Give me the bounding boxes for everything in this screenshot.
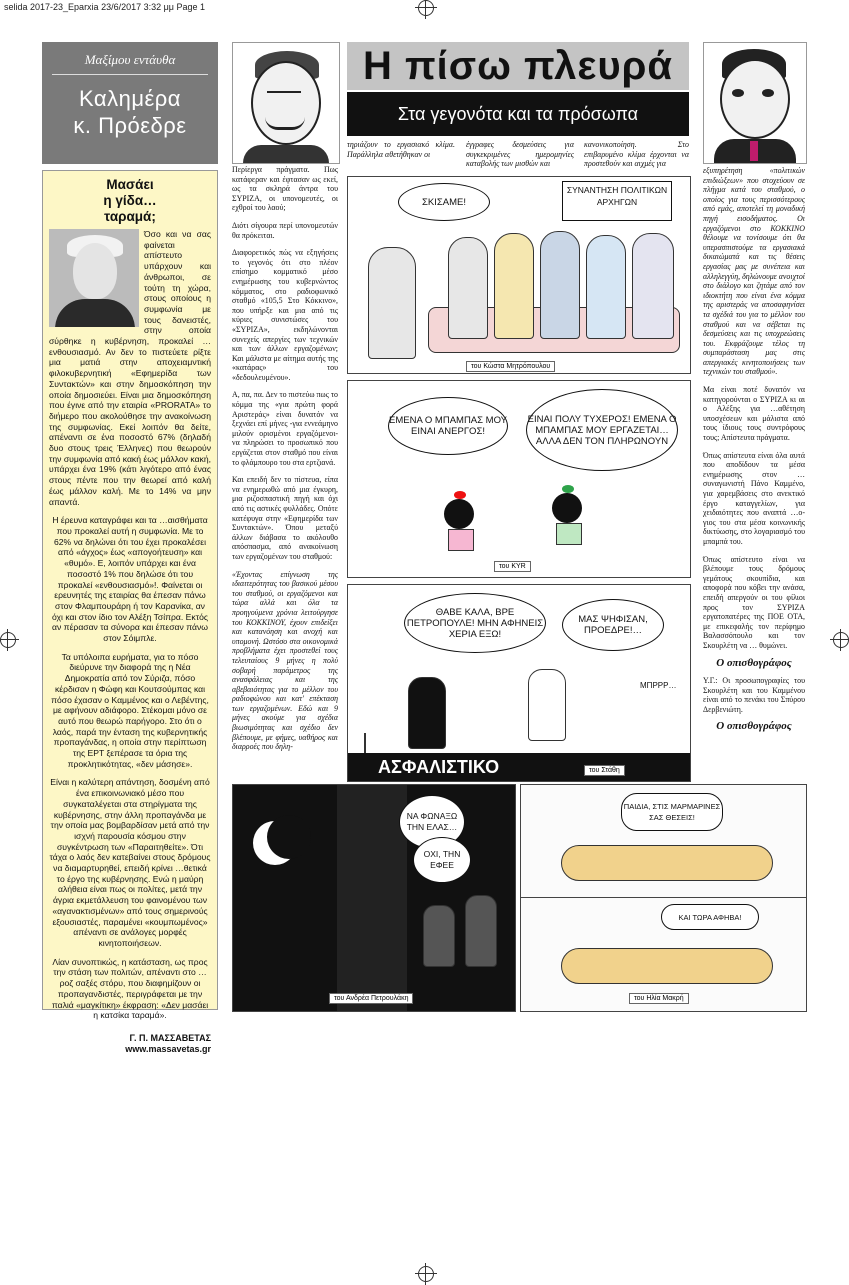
article-lead-a: τηριάζουν το εργασιακό κλίμα. Παράλληλα αθετήθηκαν οι [347,140,455,159]
article-quote: «Έχοντας επίγνωση της ιδιαιτερότητας του βασικού μέσου του σταθμού, οι εργαζόμενοι και τώρα αλλά και όλα τα προηγούμενα χρόνια λειτούργησε του ΚΟΚΚΙΝΟΥ, έχουν επιδείξει και κατανόηση και ανοχή και υπομονή. Ωστόσο στα οικονομικά προβλήματα έχει προστεθεί τους τελευταίους 9 μήνες η πολύ σοβαρή παράμετρος της ανασφάλειας και της αβεβαιότητας για το μέλλον του ραδιοφώνου και κατ' επέκταση των εργαζομένων. Εδώ και 9 μήνες ακούμε για σχέδια βιωσιμότητας και σχέδιο δεν βλέπουμε, με φήμες, υαθήρος και διαρροές που δηλη- [232,569,338,752]
opinion-paragraph: Είναι η καλύτερη απάντηση, δοσμένη από ένα επικοινωνιακό μέσο που συγκαταλέγεται στα στηρίγματα της κυβέρνησης, στην άλλη προπαγάνδα με την οποία μας βομβαρδίσαν μετά από την ισχνή παρουσία κόσμου στην συγκέντρωση των «Παραιτηθείτε». Ότι τάχα ο λαός δεν κατεβαίνει στους δρόμους να διαμαρτυρηθεί, επειδή κρίνει …θετικά το έργο της κυβέρνησης. Ενώ η μαύρη αλήθεια είναι πως οι πολίτες, μετά την άγρια εκμετάλλευση του φαινομένου των «αγανακτισμένων» από τους σημερινούς εξουσιαστές, παραμένει «κουμπωμένος» απέναντι σε ανάλογες μορφές κινητοποιήσεων. [49,777,211,948]
cartoon-stathis [347,584,691,782]
author-signature [49,1033,211,1055]
speech-bubble-right: ΕΙΝΑΙ ΠΟΛΥ ΤΥΧΕΡΟΣ! ΕΜΕΝΑ Ο ΜΠΑΜΠΑΣ ΜΟΥ ΕΡΓΑΖΕΤΑΙ…ΑΛΛΑ ΔΕΝ ΤΟΝ ΠΛΗΡΩΝΟΥΝ [526,389,678,471]
column-title-line2: κ. Πρόεδρε [73,113,187,138]
column-header [42,42,218,164]
registration-mark-right [833,632,849,648]
cartoon-figure [632,233,674,339]
caricature-skourletis [232,42,340,164]
opinion-column [42,170,218,1054]
headline-line3: ταραμά; [104,209,156,224]
speech-bubble-bottom: ΚΑΙ ΤΩΡΑ ΑΦΗΒΑ! [661,904,759,930]
postscript: Υ.Γ.: Οι προσωπογραφίες του Σκουρλέτη και του Καμμένου είναι από το πενάκι του Σπύρου Δερβενιώτη. [703,676,805,714]
cartoon-credit: του Στάθη [584,765,625,776]
cartoon-figure [448,237,488,339]
column-title-line1: Καλημέρα [78,86,182,111]
registration-mark-bottom [418,1266,434,1282]
cartoon-figure [423,905,455,967]
article-column-5 [703,166,805,740]
registration-mark-top [418,0,434,16]
cartoon-credit: του KYR [494,561,531,572]
section-subtitle: Στα γεγονότα και τα πρόσωπα [347,92,689,136]
opinion-headline [49,177,211,225]
opinion-paragraph: Τα υπόλοιπα ευρήματα, για το πόσο διεύρυνε την διαφορά της η Νέα Δημοκρατία από τον Σύριζα, πόσο κέρδισαν η Φώφη και Κουτσούμπας και πόσο έχασαν ο Καμμένος και ο Λεβέντης, με αφήνουν αδιάφορο. Στέκομαι μόνο σε αυτό που θεωρώ παρήγορο. Στο ότι ο λαός, παρά την ένταση της κυβερνητικής προπαγάνδας, η οποία στην περίπτωση της ΕΡΤ ξεπέρασε τα όρια της προκλητικότητας, «δεν μάσησε». [51,651,209,769]
meeting-sign: ΣΥΝΑΝΤΗΣΗ ΠΟΛΙΤΙΚΩΝ ΑΡΧΗΓΩΝ [562,181,672,221]
article-quote-end: εξυπηρέτηση «πολιτικών επιδιώξεων» που στοχεύουν σε πλήγμα κατά του σταθμού, ο οποίος για τους περισσότερους από εμάς, αποτελεί τη μοναδική πηγή εισοδήματος. Οι εργαζόμενοι στο ΚΟΚΚΙΝΟ θέλουμε να τονίσουμε ότι θα υπερασπιστούμε τα εργασιακά δικαιώματά και τις θέσεις εργασίας μας με συνέπεια και αλληλεγγύη, δηλώνουμε ανοιχτοί στο διάλογο και ζητάμε από τον ιδιοκτήτη που είναι ένα κόμμα της αριστεράς να αποσαφηνίσει τα σχέδιά του για το μέλλον του σταθμού και να σέβεται τις δεσμεύσεις και τις υποχρεώσεις του. Εκφράζουμε τέλος τη συμπαράσταση μας στις απεργιακές κινητοποιήσεις των τεχνικών του σταθμού». [703,166,805,377]
cartoon-figure [368,247,416,359]
article-lead-b: έγγραφες δεσμεύσεις για συγκεκριμένες ημερομηνίες καταβολής των μισθών και [466,140,574,169]
cartoon-figure [408,677,446,749]
cartoon-banner: ΑΣΦΑΛΙΣΤΙΚΟ [348,753,690,781]
child-head-right [552,493,582,523]
caricature-kammenos [703,42,807,164]
article-paragraph: Όπως απίστευτα είναι όλα αυτά που αποδίδουν τα μέσα ενημέρωσης στον …συναγωνιστή Πάνο Καμμένο, για χαρεμβάσεις στο ανεκτικό έργο καταγγελίων, για χειδαιότητες που αναπτά …ο-γιος του στα μέσα κοινωνικής δικτύωσης, στο λογαριασμό του μπαμπά του. [703,450,805,546]
small-exclamation: ΜΠΡΡΡ… [640,681,677,690]
cartoon-panel-top [521,785,806,898]
cartoon-figure [586,235,626,339]
author-pseudonym: Ο οπισθογράφος [716,656,792,669]
cartoon-figure [540,231,580,339]
tree-trunk [337,785,407,1011]
article-paragraph: Διότι σίγουρα περί υπονομευτών θα πρόκειται. [232,220,338,240]
cartoon-credit: του Ηλία Μακρή [629,993,689,1004]
speech-bubble: ΣΚΙΣΑΜΕ! [398,183,490,221]
cartoon-figure [465,895,497,967]
author-name: Γ. Π. ΜΑΣΣΑΒΕΤΑΣ [129,1032,211,1043]
child-dress-left [448,529,474,551]
author-pseudonym-footer: Ο οπισθογράφος [716,720,792,733]
speech-bubble-bottom: ΟΧΙ, ΤΗΝ ΕΦΕΕ [413,837,471,883]
speech-bubble-left: ΘΑΒΕ ΚΑΛΑ, ΒΡΕ ΠΕΤΡΟΠΟΥΛΕ! ΜΗΝ ΑΦΗΝΕΙΣ ΧΕΡΙΑ ΕΞΩ! [404,593,546,653]
article-lead-c: κανονικοποίηση. Στο επιβαρυμένο κλίμα έρχονται να προστεθούν και αιχμές για [584,140,689,169]
cartoon-makris [520,784,807,1012]
cartoon-credit: του Ανδρέα Πετρουλάκη [329,993,413,1004]
opinion-paragraph: Όσο και να σας φαίνεται απίστευτο υπάρχουν και άνθρωποι, σε τούτη τη χώρα, στους οποίους η συμφωνία με τους δανειστές, στην οποία σύρθηκε η κυβέρνηση, προκαλεί …ενθουσιασμό. Αν δεν το πιστεύετε ρίξτε μια ματιά στην αποχειαμντική φιλοκυβερνητική «Εφημερίδα των Συντακτών» και στην δημοσκόπηση την οποία δημοσιεύει. Είναι μια δημοσκόπηση που έγινε από την εταιρία «PRORATA» το διήμερο που ακολούθησε την ανακοίνωση της συμφωνίας. Εκεί λοιπόν θα δείτε, απέναντι σε ένα ποσοστό 67% (δηλαδή δυο στους τρεις Έλληνες) που θεωρούν την συμφωνία από κακή έως μάλλον κακή, υπάρχει ένα 19% (κάτι λιγότερο από ένας στους πέντε που την θεωρεί από καλή έως μάλλον καλή. Με το 14% να μην απαντά. [49,229,211,507]
cartoon-mitropoulos [347,176,691,374]
moon-shadow [267,815,311,859]
bow-icon [454,491,466,499]
cartoon-kyr [347,380,691,578]
child-dress-right [556,523,582,545]
article-paragraph: Α, πα, πα. Δεν το πιστεύω πως το κόμμα της «για πρώτη φορά Αριστεράς» είναι δυνατόν να ξεχνάει επί μήνες -για εννεάμηνο μιλούν ορισμένοι εργαζόμενοι- να πληρώσει το προσωπικό που εργάζεται στον σταθμό που είναι το φλάμπουρο του στα ερτζιανά. [232,390,338,467]
opinion-paragraph: Η έρευνα καταγράφει και τα …αισθήματα που προκαλεί αυτή η συμφωνία. Με το 62% να δηλώνει ότι του έχει προκαλέσει από «άγχος» έως «απογοήτευση» και «θυμό». Ε, λοιπόν υπάρχει και ένα ποσοστό 1% που δηλώσε ότι του προκαλεί «ενθουσιασμό»!. Φαίνεται οι ερευνητές της εταιρίας θα έπεσαν πάνω στον Φλαμπουράρη ή τον Καρανίκα, αν όχι και στον ίδιο τον Αλέξη Τσίπρα. Εκτός αν πέρασαν τα σύνορα και έπεσαν πάνω στον Σόιμπλε. [51,515,209,644]
section-title: Η πίσω πλευρά [347,42,689,90]
column-title [42,85,218,139]
cartoon-credit: του Κώστα Μητρόπουλου [466,361,555,372]
cartoon-petroulakis [232,784,516,1012]
meeting-table-icon [561,948,773,984]
speech-bubble-right: ΜΑΣ ΨΗΦΙΣΑΝ, ΠΡΟΕΔΡΕ!… [562,599,664,651]
article-paragraph: Μα είναι ποτέ δυνατόν να κατηγορούνται ο ΣΥΡΙΖΑ κι αι ο Αλέξης για …αθέτηση υποσχέσεων και μάλιστα από τους ίδιους τους συντρόφους τους; Απίστευτα πράγματα. [703,385,805,443]
meeting-table-icon [561,845,773,881]
child-head-left [444,499,474,529]
cartoon-figure [494,233,534,339]
grave-cross-icon [364,733,380,753]
column-kicker: Μαξίμου εντάυθα [52,52,208,75]
speech-bubble-top: ΠΑΙΔΙΑ, ΣΤΙΣ ΜΑΡΜΑΡΙΝΕΣ ΣΑΣ ΘΕΣΕΙΣ! [621,793,723,831]
article-paragraph: Διαφορετικός πώς να εξηγήσεις το γεγονός ότι στο πλέον επίσημο κομματικό μέσο ενημέρωσης του κυβερνώντος κόμματος, στο ραδιοφωνικό σταθμό «105,5 Στο Κόκκινο», που υπήρξε και μια από τις κύριες συνιστώσες του «ΣΥΡΙΖΑ», εκδηλώνονται συνεχείς απεργίες των τεχνικών και των άλλων εργαζομένων; Και μάλιστα με αίτημα αυτής της «κατάρας» του «δεδουλευμένου». [232,248,338,382]
speech-bubble-left: ΕΜΕΝΑ Ο ΜΠΑΜΠΑΣ ΜΟΥ ΕΙΝΑΙ ΑΝΕΡΓΟΣ! [388,397,508,455]
opinion-paragraph: Λίαν συνοπτικώς, η κατάσταση, ως προς την στάση των πολιτών, απέναντι στο …ροζ σαξές στόρυ, που διαφημίζουν οι προπαγανδιστές, περιγράφεται με την παλιά «μαγκίτικη» έκφραση: «Δεν μασάει η κατσίκα ταραμά». [51,956,209,1021]
author-website: www.massavetas.gr [125,1043,211,1054]
article-paragraph: Όπως απίστευτο είναι να βλέπουμε τους δρόμους γεμάτους σκουπίδια, και αποφορά που κόβει την ανάσα, επειδή απεργούν οι του φίλιοι προς τον ΣΥΡΙΖΑ εργατοπατέρες της ΠΟΕ ΟΤΑ, με επικεφαλής τον περίφημο Βαλασσόπουλο και τον Σκουρλέτη να … θυμώνει. [703,554,805,650]
bow-icon [562,485,574,493]
headline-line1: Μασάει [106,177,154,192]
author-photo [49,229,139,327]
registration-mark-left [0,632,16,648]
article-paragraph: Και επειδή δεν το πίστευα, είπα να ενημερωθώ από μια έγκυρη, μια ριζοσπαστική πηγή και όχι από τις αστικές φυλλάδες. Οπότε κατέφυγα στην «Εφημερίδα των Συντακτών». Όπου μεταξύ άλλων διάβασα το ακόλουθο απόσπασμα, από ανακοίνωση των εργαζομένων του σταθμού: [232,475,338,561]
article-paragraph: Περίεργα πράγματα. Πως κατάφεραν και έφτασαν ως εκεί, ως τα σκληρά άντρα του ΣΥΡΙΖΑ, οι υπονομευτές, οι εχθροί του λαού; [232,165,338,213]
cartoon-figure [528,669,566,741]
article-column-2 [232,165,338,760]
headline-line2: η γίδα… [103,193,157,208]
page-slug: selida 2017-23_Eparxia 23/6/2017 3:32 μμ Page 1 [4,2,206,12]
speech-bubble-top: ΝΑ ΦΩΝΑΞΩ ΤΗΝ ΕΛΑΣ… [399,795,465,849]
